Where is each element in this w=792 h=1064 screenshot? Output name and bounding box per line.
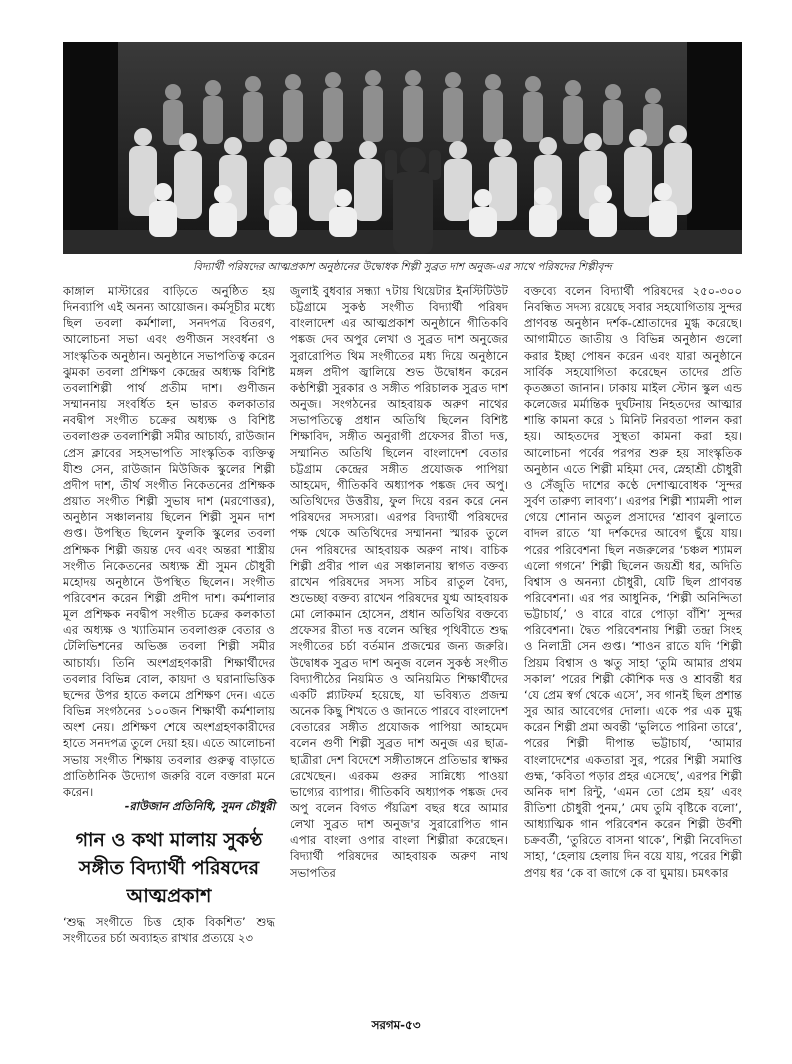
byline: -রাউজান প্রতিনিধি, সুমন চৌধুরী (124, 799, 275, 813)
article-column-2 (290, 283, 508, 965)
article-column-3 (524, 283, 742, 965)
column-1-text: কাঙ্গাল মাস্টারের বাড়িতে অনুষ্ঠিত হয় দিনব্যাপি এই অনন্য আয়োজন। কর্মসূচীর মধ্যে ছিল তবলা কর্মশালা, সনদপত্র বিতরণ, আলোচনা সভা এবং গুণীজন সংবর্ধনা ও সাংস্কৃতিক অনুষ্ঠান। অনুষ্ঠানে সভাপতিত্ব করেন ঝুমকা তবলা প্রশিক্ষণ কেন্দ্রের অধ্যক্ষ বিশিষ্ট তবলাশিল্পী পার্থ প্রতীম দাশ। গুণীজন সম্মাননায় সংবর্ধিত হন ভারত কলকাতার নবদ্বীপ সংগীত চক্রের অধ্যক্ষ ও বিশিষ্ট তবলাগুরু তবলাশিল্পী সমীর আচার্য্য, রাউজান প্রেস ক্লাবের সহসভাপতি সাংস্কৃতিক ব্যক্তিত্ব যীশু সেন, রাউজান মিউজিক স্কুলের শিল্পী প্রদীপ দাশ, তীর্থ সংগীত নিকেতনের প্রশিক্ষক প্রয়াত সংগীত শিল্পী সুভাষ দাশ (মরণোত্তর), অনুষ্ঠান সঞ্চালনায় ছিলেন শিল্পী সুমন দাশ গুপ্ত। উপস্থিত ছিলেন ফুলকি স্কুলের তবলা প্রশিক্ষক শিল্পী জয়ন্ত দেব এবং অন্তরা শাস্ত্রীয় সংগীত নিকেতনের অধ্যক্ষ শ্রী সুমন চৌধুরী মহোদয় অনুষ্ঠানে উপস্থিত ছিলেন। সংগীত পরিবেশন করেন শিল্পী প্রদীপ দাশ। কর্মশালার মূল প্রশিক্ষক নবদ্বীপ সংগীত চক্রের কলকাতা এর অধ্যক্ষ ও খ্যাতিমান তবলাগুরু বেতার ও টেলিভিশনের অভিজ্ঞ তবলা শিল্পী সমীর আচার্য্য। তিনি অংশগ্রহণকারী শিক্ষার্থীদের তবলার বিভিন্ন বোল, কায়দা ও ঘরানাভিত্তিক ছন্দের উপর হাতে কলমে প্রশিক্ষণ দেন। এতে বিভিন্ন সংগঠনের ১০০জন শিক্ষার্থী কর্মশালায় অংশ নেয়। প্রশিক্ষণ শেষে অংশগ্রহণকারীদের হাতে সনদপত্র তুলে দেয়া হয়। এতে আলোচনা সভায় সংগীত শিক্ষায় তবলার গুরুত্ব বাড়াতে প্রাতিষ্ঠানিক উদ্যোগ জরুরি বলে বক্তারা মনে করেন। (63, 284, 275, 799)
article-headline: গান ও কথা মালায় সুকণ্ঠ সঙ্গীত বিদ্যার্থী পরিষদের আত্মপ্রকাশ (75, 829, 263, 907)
column-3-text: বক্তব্যে বলেন বিদ্যার্থী পরিষদের ২৫০-৩০০ নিবন্ধিত সদস্য রয়েছে সবার সহযোগিতায় সুন্দর প্রাণবন্ত অনুষ্ঠান দর্শক-শ্রোতাদের মুগ্ধ করেছে। আগামীতে জাতীয় ও বিভিন্ন অনুষ্ঠান গুলো করার ইচ্ছা পোষন করেন এবং যারা অনুষ্ঠানে সার্বিক সহযোগিতা করেছেন তাদের প্রতি কৃতজ্ঞতা জানান। ঢাকায় মাইল স্টোন স্কুল এন্ড কলেজের মর্মান্তিক দুর্ঘটনায় নিহতদের আত্মার শান্তি কামনা করে ১ মিনিট নিরবতা পালন করা হয়। আহতদের সুস্থতা কামনা করা হয়। আলোচনা পর্বের পরপর শুরু হয় সাংস্কৃতিক অনুষ্ঠান এতে শিল্পী মহিমা দেব, স্নেহাশ্রী চৌধুরী ও সেঁজুতি দাশের কণ্ঠে দেশাত্মবোধক ‘সুন্দর সুর্বণ তারুণ্য লাবণ্য’। এরপর শিল্পী শ্যামলী পাল গেয়ে শোনান অতুল প্রসাদের ‘শ্রাবণ ঝুলাতে বাদল রাতে ‘যা দর্শকদের আবেগ ছুঁয়ে যায়। পরের পরিবেশনা ছিল নজরুলের ‘চঞ্চল শ্যামল এলো গগনে’ শিল্পী ছিলেন জয়শ্রী ধর, অদিতি বিশ্বাস ও অনন্যা চৌধুরী, যেটি ছিল প্রাণবন্ত পরিবেশনা। এর পর আধুনিক, ‘শিল্পী অনিন্দিতা ভট্টাচার্য,’ ও বারে বারে পোড়া বাঁশি’ সুন্দর পরিবেশনা। দ্বৈত পরিবেশনায় শিল্পী তন্দ্রা সিংহ ও নিলাদ্রী সেন গুপ্ত। ‘শাওন রাতে যদি ‘শিল্পী প্রিয়ম বিশ্বাস ও ঋতু সাহা ‘তুমি আমার প্রথম সকাল’ পরের শিল্পী কৌশিক দত্ত ও শ্রাবন্তী ধর ‘যে প্রেম স্বর্গ থেকে এসে’, সব গানই ছিল প্রশান্ত সুর আর আবেগের দোলা। একে পর এক মুগ্ধ করেন শিল্পী প্রমা অবন্তী ‘ভুলিতে পারিনা তারে’, পরের শিল্পী দীপান্ত ভট্টাচার্য, ‘আমার বাংলাদেশের একতারা সুর, পরের শিল্পী সমাপ্তি গুহ্ম, ‘কবিতা পড়ার প্রহর এসেছে’, এরপর শিল্পী অনিক দাশ রিন্টু, ‘এমন তো প্রেম হয়’ এবং রীতিশা চৌধুরী পুনম,’ মেঘ তুমি বৃষ্টিকে বলো’, আধ্যাত্মিক গান পরিবেশন করেন শিল্পী উর্বশী চক্রবর্তী, ‘তুরিতে বাসনা থাকে’, শিল্পী নিবেদিতা সাহা, ‘হেলায় হেলায় দিন বয়ে যায়, পরের শিল্পী প্রণয় ধর ‘কে বা জাগে কে বা ঘুমায়। চমৎকার (524, 284, 742, 880)
column-2-text: জুলাই বুধবার সন্ধ্যা ৭টায় থিয়েটার ইনস্টিটিউট চট্টগ্রামে সুকণ্ঠ সংগীত বিদ্যার্থী পরিষদ বাংলাদেশ এর আত্মপ্রকাশ অনুষ্ঠানে গীতিকবি পঙ্কজ দেব অপুর লেখা ও সুব্রত দাশ অনুজের সুরারোপিত থিম সংগীতের মধ্য দিয়ে অনুষ্ঠানে মঙ্গল প্রদীপ জ্বালিয়ে শুভ উদ্বোধন করেন কণ্ঠশিল্পী সুরকার ও সঙ্গীত পরিচালক সুব্রত দাশ অনুজ। সংগঠনের আহবায়ক অরুণ নাথের সভাপতিত্বে প্রধান অতিথি ছিলেন বিশিষ্ট শিক্ষাবিদ, সঙ্গীত অনুরাগী প্রফেসর রীতা দত্ত, সম্মানিত অতিথি ছিলেন বাংলাদেশ বেতার চট্টগ্রাম কেন্দ্রের সঙ্গীত প্রযোজক পাপিয়া আহমেদ, গীতিকবি অধ্যাপক পঙ্কজ দেব অপু। অতিথিদের উত্তরীয়, ফুল দিয়ে বরন করে নেন পরিষদের সদস্যরা। এরপর বিদ্যার্থী পরিষদের পক্ষ থেকে অতিথিদের সম্মাননা স্মারক তুলে দেন পরিষদের আহবায়ক অরুণ নাথ। বাচিক শিল্পী প্রবীর পাল এর সঞ্চালনায় স্বাগত বক্তব্য রাখেন পরিষদের সদস্য সচিব রাতুল বৈদ্য, শুভেচ্ছা বক্তব্য রাখেন পরিষদের যুগ্ম আহবায়ক মো লোকমান হোসেন, প্রধান অতিথির বক্তব্যে প্রফেসর রীতা দত্ত বলেন অস্থির পৃথিবীতে শুদ্ধ সংগীতের চর্চা বর্তমান প্রজন্মের জন্য জরুরি। উদ্বোধক সুব্রত দাশ অনুজ বলেন সুকণ্ঠ সংগীত বিদ্যাপীঠের নিয়মিত ও অনিয়মিত শিক্ষার্থীদের একটি প্ল্যাটফর্ম হয়েছে, যা ভবিষ্যত প্রজন্ম অনেক কিছু শিখতে ও জানতে পারবে বাংলাদেশ বেতারের সঙ্গীত প্রযোজক পাপিয়া আহমেদ বলেন গুণী শিল্পী সুব্রত দাশ অনুজ এর ছাত্র-ছাত্রীরা দেশ বিদেশে সঙ্গীতাঙ্গনে প্রতিভার স্বাক্ষর রেখেছেন। এরকম গুরুর সান্নিধ্যে পাওয়া ভাগ্যের ব্যাপার। গীতিকবি অধ্যাপক পঙ্কজ দেব অপু বলেন বিগত পঁয়ত্রিশ বছর ধরে আমার লেখা সুব্রত দাশ অনুজ'র সুরারোপিত গান এপার বাংলা ওপার বাংলা শিল্পীরা করেছেন। বিদ্যার্থী পরিষদের আহবায়ক অরুণ নাথ সভাপতির (290, 284, 508, 880)
group-photo (63, 42, 742, 254)
photo-caption: বিদ্যার্থী পরিষদের আত্মপ্রকাশ অনুষ্ঠানের উদ্বোধক শিল্পী সুব্রত দাশ অনুজ-এর সাথে পরিষদের শিল্পীবৃন্দ (193, 261, 612, 273)
article-lead-in: ‘শুদ্ধ সংগীতে চিত্ত হোক বিকশিত’ শুদ্ধ সংগীতের চর্চা অব্যাহত রাখার প্রত্যয়ে ২৩ (63, 915, 275, 946)
page-footer: সরগম-৫৩ (371, 1018, 421, 1032)
